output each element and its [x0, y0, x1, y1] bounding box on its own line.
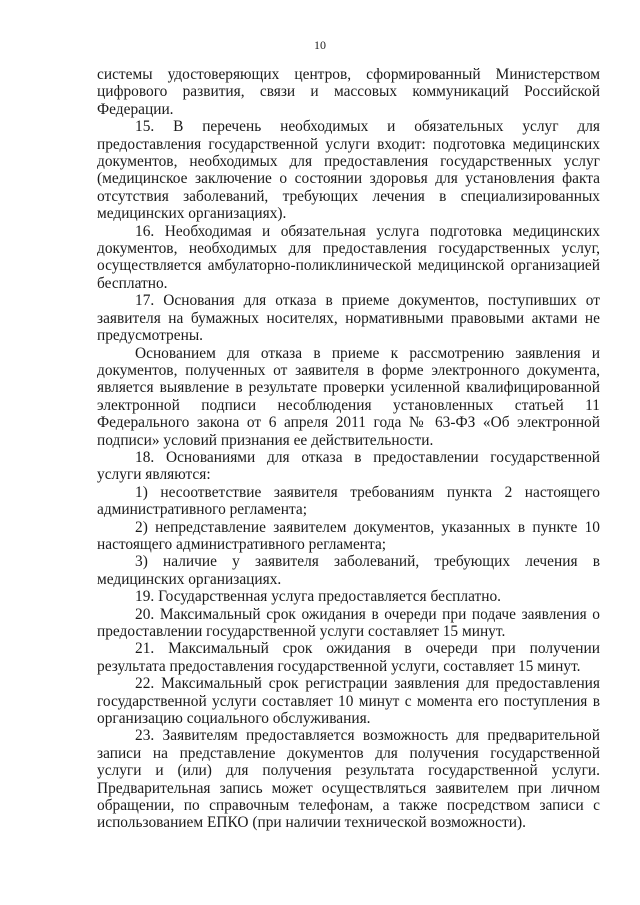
paragraph: системы удостоверяющих центров, сформированный Министерством цифрового развития, связи и массовых коммуникаций Российской Федерации.	[97, 66, 600, 118]
paragraph: 19. Государственная услуга предоставляется бесплатно.	[135, 588, 502, 606]
paragraph: 20. Максимальный срок ожидания в очереди при подаче заявления о предоставлении государственной услуги составляет 15 минут.	[97, 605, 600, 640]
list-item: 1) несоответствие заявителя требованиям пункта 2 настоящего административного регламента;	[97, 483, 600, 519]
paragraph: 23. Заявителям предоставляется возможность для предварительной записи на представление документов для получения государственной услуги и (или) для получения результата государственной услуги. Предварительная запись может осуществляться заявителем при личном обращении, по справочным телефонам, а также посредством записи с использованием ЕПКО (при наличии технической возможности).	[97, 727, 600, 832]
page-number: 10	[314, 38, 326, 52]
paragraph: 17. Основания для отказа в приеме документов, поступивших от заявителя на бумажных носителях, нормативными правовыми актами не предусмотрены.	[97, 292, 600, 345]
paragraph: 21. Максимальный срок ожидания в очереди при получении результата предоставления государственной услуги, составляет 15 минут.	[97, 640, 600, 675]
paragraph: 15. В перечень необходимых и обязательных услуг для предоставления государственной услуги входит: подготовка медицинских документов, необходимых для предоставления государственных услуг (медицинское заключение о состоянии здоровья для установления факта отсутствия заболеваний, требующих лечения в специализированных медицинских организациях).	[97, 118, 600, 223]
list-item: 2) непредставление заявителем документов, указанных в пункте 10 настоящего административного регламента;	[97, 518, 600, 553]
paragraph: 16. Необходимая и обязательная услуга подготовка медицинских документов, необходимых для предоставления государственных услуг, осуществляется амбулаторно-поликлинической медицинской организацией бесплатно.	[97, 222, 600, 292]
list-item: 3) наличие у заявителя заболеваний, требующих лечения в медицинских организациях.	[97, 553, 600, 588]
paragraph: Основанием для отказа в приеме к рассмотрению заявления и документов, полученных от заявителя в форме электронного документа, является выявление в результате проверки усиленной квалифицированной электронной подписи несоблюдения установленных статьей 11 Федерального закона от 6 апреля 2011 года № 63-ФЗ «Об электронной подписи» условий признания ее действительности.	[97, 344, 600, 449]
paragraph: 22. Максимальный срок регистрации заявления для предоставления государственной услуги составляет 10 минут с момента его поступления в организацию социального обслуживания.	[97, 675, 600, 728]
paragraph: 18. Основаниями для отказа в предоставлении государственной услуги являются:	[97, 448, 600, 484]
document-body	[97, 66, 600, 832]
